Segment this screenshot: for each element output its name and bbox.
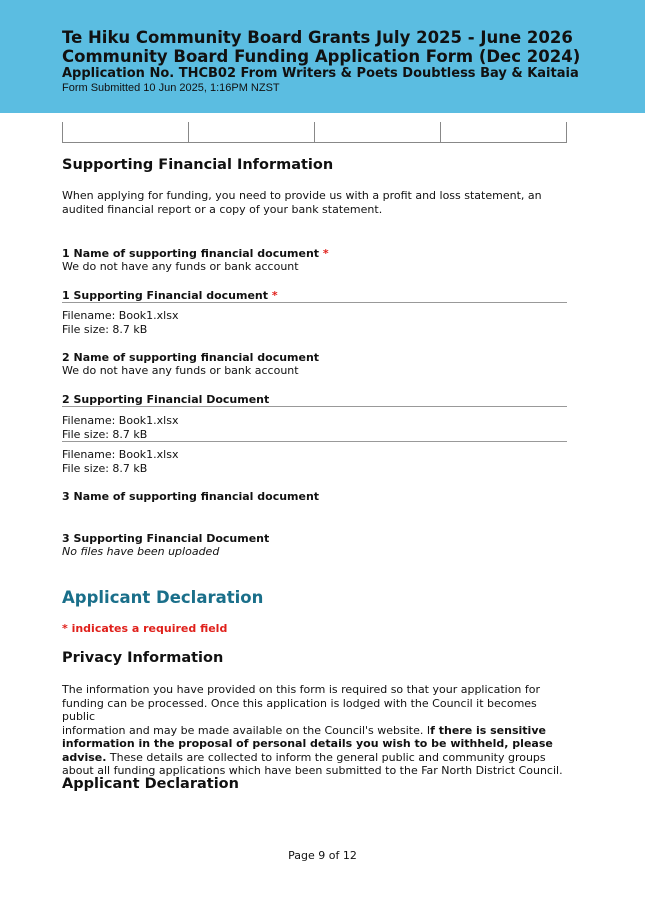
required-field-note: * indicates a required field [62,622,228,635]
table-border [62,122,63,143]
doc-name-1-value: We do not have any funds or bank account [62,260,299,273]
table-fragment [62,122,567,143]
privacy-line: information in the proposal of personal details you wish to be withheld, please [62,737,553,750]
doc-2-label: 2 Supporting Financial Document [62,393,270,406]
doc-2b-filesize: File size: 8.7 kB [62,462,148,475]
doc-1-label [62,289,278,302]
privacy-line [62,724,572,738]
doc-3-value: No files have been uploaded [62,545,220,558]
form-title-line1: Te Hiku Community Board Grants July 2025 - June 2026 [62,28,573,47]
divider [62,441,567,442]
privacy-heading: Privacy Information [62,650,224,666]
submitted-timestamp: Form Submitted 10 Jun 2025, 1:16PM NZST [62,82,280,94]
divider [62,302,567,303]
supporting-heading: Supporting Financial Information [62,157,334,173]
required-asterisk: * [271,289,278,302]
page-number: Page 9 of 12 [288,849,357,862]
doc-3-label: 3 Supporting Financial Document [62,532,270,545]
applicant-declaration-heading: Applicant Declaration [62,776,239,792]
field-label: 1 Supporting Financial document [62,289,269,302]
doc-2a-filesize: File size: 8.7 kB [62,428,148,441]
privacy-line [62,751,572,765]
privacy-line: The information you have provided on this form is required so that your application for [62,683,541,696]
privacy-bold: advise. [62,750,107,764]
privacy-text: These details are collected to inform the general public and community groups [106,750,546,764]
doc-name-3-label: 3 Name of supporting financial document [62,490,320,503]
privacy-bold: f there is sensitive [430,723,546,737]
field-label: 1 Name of supporting financial document [62,247,320,260]
application-number: Application No. THCB02 From Writers & Poets Doubtless Bay & Kaitaia [62,66,579,81]
doc-name-1-label [62,247,329,260]
doc-2a-filename: Filename: Book1.xlsx [62,414,179,427]
privacy-line: about all funding applications which have been submitted to the Far North District Council. [62,764,563,777]
divider [62,406,567,407]
doc-1-filename: Filename: Book1.xlsx [62,309,179,322]
supporting-intro-1: When applying for funding, you need to provide us with a profit and loss statement, an [62,189,542,202]
table-border [188,122,189,143]
privacy-text: information and may be made available on the Council's website. I [62,723,431,737]
doc-2b-filename: Filename: Book1.xlsx [62,448,179,461]
header-banner [0,0,645,113]
table-border [566,122,567,143]
form-title-line2: Community Board Funding Application Form (Dec 2024) [62,47,581,66]
required-asterisk: * [322,247,329,260]
supporting-intro-2: audited financial report or a copy of your bank statement. [62,203,383,216]
doc-name-2-value: We do not have any funds or bank account [62,364,299,377]
declaration-heading: Applicant Declaration [62,588,264,607]
table-border [440,122,441,143]
privacy-line: funding can be processed. Once this application is lodged with the Council it becomes public [62,696,537,723]
table-border [314,122,315,143]
doc-1-filesize: File size: 8.7 kB [62,323,148,336]
doc-name-2-label: 2 Name of supporting financial document [62,351,320,364]
privacy-paragraph [62,683,572,778]
